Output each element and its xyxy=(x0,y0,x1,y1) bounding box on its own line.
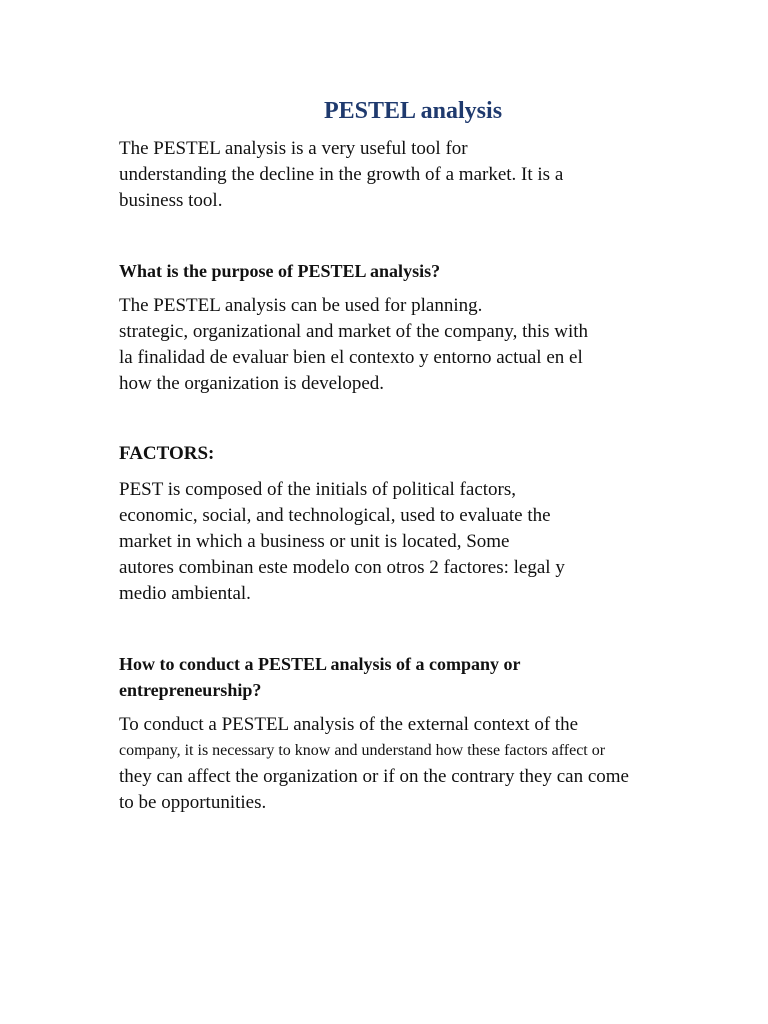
conduct-line-4: to be opportunities. xyxy=(119,792,267,813)
purpose-line-1: The PESTEL analysis can be used for planning. xyxy=(119,295,483,316)
purpose-line-3: la finalidad de evaluar bien el contexto y entorno actual en el xyxy=(119,347,583,368)
conduct-heading-line-1: How to conduct a PESTEL analysis of a company or xyxy=(119,654,521,674)
conduct-line-2: company, it is necessary to know and understand how these factors affect or xyxy=(119,742,606,759)
page-title: PESTEL analysis xyxy=(323,98,503,124)
factors-heading: FACTORS: xyxy=(119,443,215,464)
factors-line-4: autores combinan este modelo con otros 2 factores: legal y xyxy=(119,557,565,578)
conduct-heading-line-2: entrepreneurship? xyxy=(119,680,262,700)
conduct-line-1: To conduct a PESTEL analysis of the external context of the xyxy=(119,714,579,735)
factors-line-5: medio ambiental. xyxy=(119,583,251,604)
purpose-line-4: how the organization is developed. xyxy=(119,373,385,394)
factors-line-2: economic, social, and technological, used to evaluate the xyxy=(119,505,551,526)
conduct-line-3: they can affect the organization or if on the contrary they can come xyxy=(119,766,629,787)
intro-line-1: The PESTEL analysis is a very useful tool for xyxy=(119,138,468,159)
purpose-line-2: strategic, organizational and market of the company, this with xyxy=(119,321,589,342)
factors-line-3: market in which a business or unit is located, Some xyxy=(119,531,510,552)
intro-line-2: understanding the decline in the growth of a market. It is a xyxy=(119,164,564,185)
factors-line-1: PEST is composed of the initials of political factors, xyxy=(119,479,517,500)
intro-line-3: business tool. xyxy=(119,190,223,211)
purpose-heading: What is the purpose of PESTEL analysis? xyxy=(119,261,441,281)
